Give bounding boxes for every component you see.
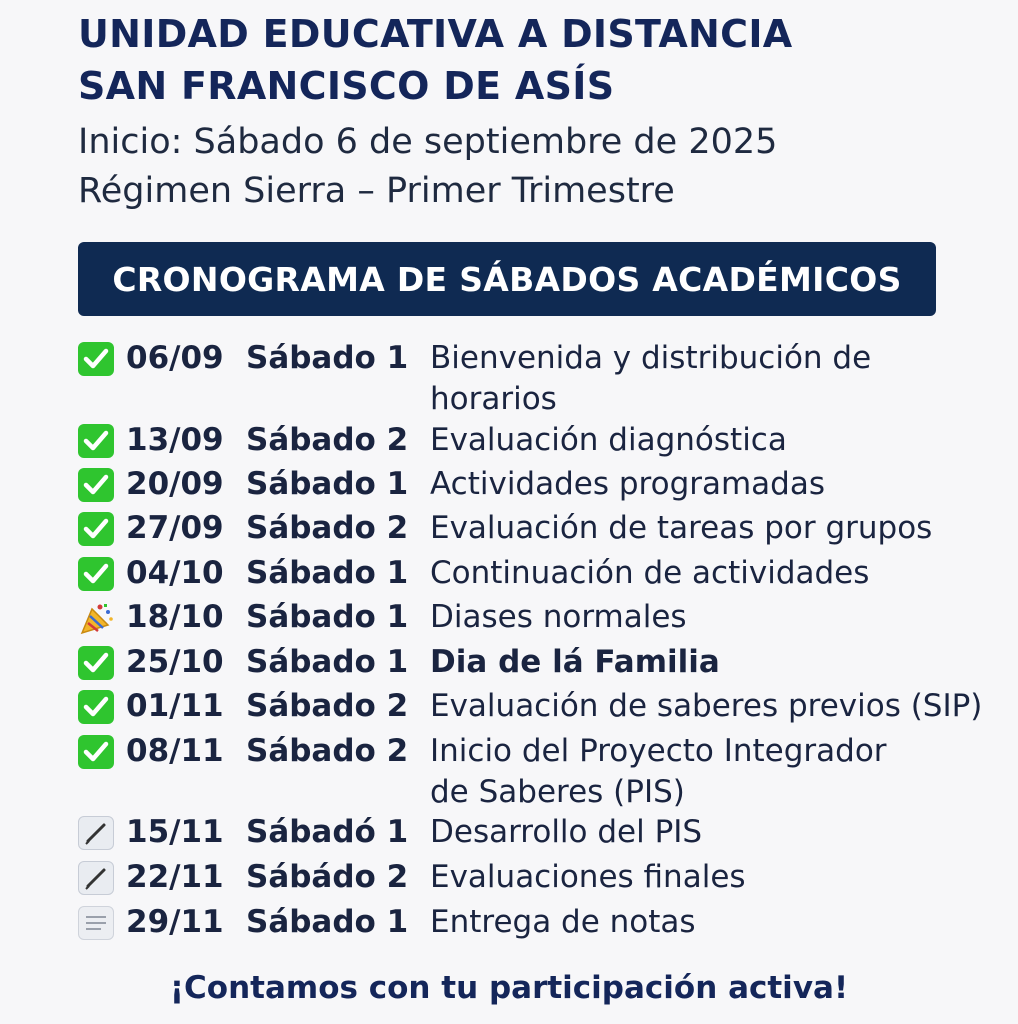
check-icon	[78, 646, 114, 680]
row-date: 22/11	[126, 859, 224, 895]
row-activity: Dia de lá Familia	[430, 644, 720, 680]
check-icon	[78, 512, 114, 546]
row-day: Sábádo 2	[246, 859, 409, 895]
row-activity: Evaluación diagnóstica	[430, 422, 787, 458]
row-activity: Bienvenida y distribución de horarios	[430, 340, 872, 417]
row-day: Sábado 1	[246, 555, 409, 591]
row-date: 15/11	[126, 814, 224, 850]
row-date: 08/11	[126, 733, 224, 769]
school-title	[78, 8, 792, 112]
check-icon	[78, 468, 114, 502]
subtitle	[78, 118, 777, 216]
check-icon	[78, 735, 114, 769]
row-activity: Evaluaciones finales	[430, 859, 746, 895]
title-line-1: UNIDAD EDUCATIVA A DISTANCIA	[78, 12, 793, 56]
row-day: Sábado 1	[246, 599, 409, 635]
row-activity: Actividades programadas	[430, 466, 826, 502]
start-date-line: Inicio: Sábado 6 de septiembre de 2025	[78, 122, 778, 162]
party-icon	[78, 601, 114, 635]
check-icon	[78, 690, 114, 724]
row-day: Sábado 2	[246, 733, 409, 769]
row-activity: Diases normales	[430, 599, 687, 635]
row-activity: Evaluación de tareas por grupos	[430, 510, 933, 546]
row-day: Sábado 1	[246, 340, 409, 376]
row-activity: Continuación de actividades	[430, 555, 870, 591]
regime-line: Régimen Sierra – Primer Trimestre	[78, 171, 675, 211]
notepad-icon	[78, 906, 114, 940]
row-day: Sábado 2	[246, 422, 409, 458]
row-activity: Entrega de notas	[430, 904, 696, 940]
row-day: Sábado 2	[246, 688, 409, 724]
check-icon	[78, 424, 114, 458]
row-activity: Inicio del Proyecto Integrador de Saberes (PIS)	[430, 733, 887, 810]
row-day: Sábadó 1	[246, 814, 409, 850]
row-day: Sábado 1	[246, 904, 409, 940]
pencil-icon	[78, 816, 114, 850]
title-line-2: SAN FRANCISCO DE ASÍS	[78, 64, 615, 108]
row-day: Sábado 1	[246, 644, 409, 680]
check-icon	[78, 342, 114, 376]
row-date: 01/11	[126, 688, 224, 724]
row-date: 29/11	[126, 904, 224, 940]
row-activity: Desarrollo del PIS	[430, 814, 703, 850]
row-date: 20/09	[126, 466, 224, 502]
row-date: 27/09	[126, 510, 224, 546]
check-icon	[78, 557, 114, 591]
row-activity: Evaluación de saberes previos (SIP)	[430, 688, 983, 724]
row-date: 04/10	[126, 555, 224, 591]
row-date: 18/10	[126, 599, 224, 635]
pencil-icon	[78, 861, 114, 895]
row-day: Sábado 1	[246, 466, 409, 502]
row-date: 25/10	[126, 644, 224, 680]
row-day: Sábado 2	[246, 510, 409, 546]
row-date: 13/09	[126, 422, 224, 458]
footer-message: ¡Contamos con tu participación activa!	[169, 970, 849, 1006]
schedule-banner: CRONOGRAMA DE SÁBADOS ACADÉMICOS	[78, 242, 936, 316]
row-date: 06/09	[126, 340, 224, 376]
